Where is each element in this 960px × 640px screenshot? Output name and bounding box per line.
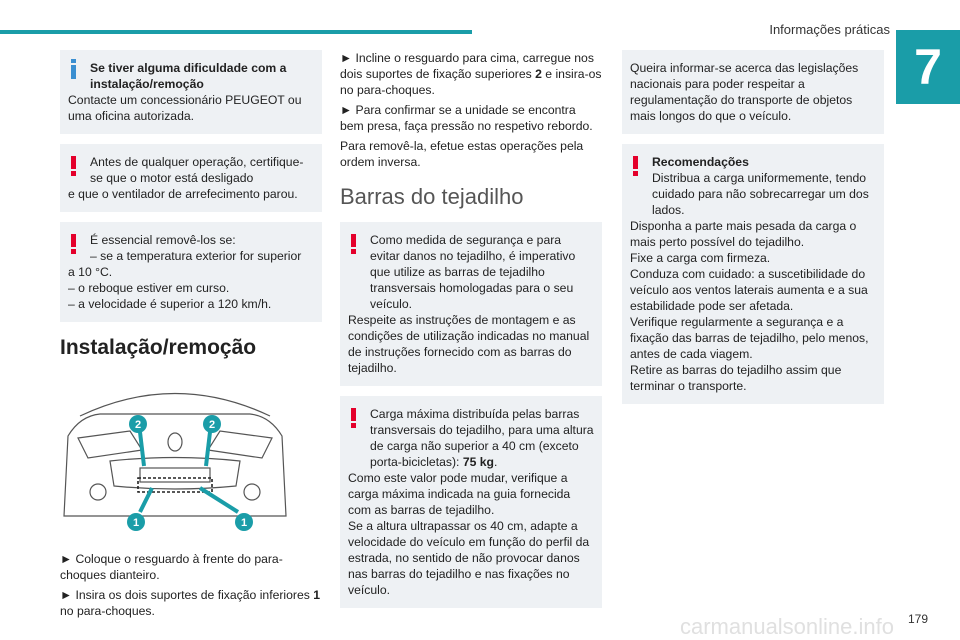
- max-load-value: 75 kg: [462, 455, 494, 469]
- max-load-text-2: Como este valor pode mudar, verifique a carga máxima indicada na guia fornecida com as barras de tejadilho.: [348, 471, 571, 517]
- column-3: [622, 50, 884, 414]
- step-2-text-end: no para-choques.: [60, 604, 155, 618]
- max-load-text-3: Se a altura ultrapassar os 40 cm, adapte a velocidade do veículo em função do perfil da estrada, no sentido de não provocar danos nas barras do tejadilho e nas fixações no veículo.: [348, 519, 590, 597]
- recommendation-line: Distribua a carga uniformemente, tendo cuidado para não sobrecarregar um dos lados.: [652, 171, 869, 217]
- warning-icon: [348, 408, 360, 428]
- warning-text-rest: e que o ventilador de arrefecimento parou.: [68, 187, 298, 201]
- warning-box-engine: [60, 144, 322, 212]
- info-icon: [68, 59, 80, 79]
- warning-line: É essencial removê-los se:: [90, 233, 236, 247]
- recommendation-line: Verifique regularmente a segurança e a fixação das barras de tejadilho, pelo menos, antes de cada viagem.: [630, 315, 869, 361]
- warning-box-max-load: [340, 396, 602, 608]
- column-2: [340, 50, 602, 618]
- car-front-illustration: [60, 376, 290, 536]
- step-2-number: 1: [313, 588, 321, 602]
- step-2: [60, 587, 322, 619]
- info-box-text: Contacte um concessionário PEUGEOT ou uma oficina autorizada.: [68, 93, 302, 123]
- header-accent-line: [0, 30, 472, 34]
- figure-label-2: 2: [208, 419, 216, 431]
- recommendation-line: Conduza com cuidado: a suscetibilidade do veículo aos ventos laterais aumenta e a sua estabilidade pode ser afetada.: [630, 267, 868, 313]
- step-5: Para removê-la, efetue estas operações pela ordem inversa.: [340, 139, 584, 169]
- chapter-badge: 7: [896, 30, 960, 104]
- watermark: carmanualsonline.info: [679, 614, 894, 639]
- recommendation-line: Fixe a carga com firmeza.: [630, 251, 771, 265]
- info-box-title: Se tiver alguma dificuldade com a instalação/remoção: [90, 61, 287, 91]
- step-3-text-end: e insira-os no para-choques.: [340, 67, 602, 97]
- warning-icon: [68, 156, 80, 176]
- warning-icon: [348, 234, 360, 254]
- plain-info-box: Queira informar-se acerca das legislações nacionais para poder respeitar a regulamentação do transporte de objetos mais longos do que o veículo.: [622, 50, 884, 134]
- warning-text: Como medida de segurança e para evitar danos no tejadilho, é imperativo que utilize as barras de tejadilho transversais homologadas para o seu veículo.: [370, 233, 576, 311]
- warning-text-first: Antes de qualquer operação, certifique-se que o motor está desligado: [90, 155, 304, 185]
- step-1: ► Coloque o resguardo à frente do para-choques dianteiro.: [60, 552, 283, 582]
- figure-label-1: 1: [132, 517, 140, 529]
- warning-box-recommendations: [622, 144, 884, 404]
- step-2-text: ► Insira os dois suportes de fixação inferiores: [60, 588, 310, 602]
- step-3-text: ► Incline o resguardo para cima, carregue nos dois suportes de fixação superiores: [340, 51, 594, 81]
- recommendations-title: Recomendações: [652, 155, 749, 169]
- max-load-period: .: [493, 455, 498, 469]
- warning-line: a 10 °C.: [68, 265, 113, 279]
- figure-label-1: 1: [240, 517, 248, 529]
- warning-icon: [630, 156, 642, 176]
- heading-installation: Instalação/remoção: [60, 336, 257, 359]
- step-3-number: 2: [535, 67, 542, 81]
- heading-roof-bars: Barras do tejadilho: [340, 184, 524, 209]
- recommendation-line: Retire as barras do tejadilho assim que terminar o transporte.: [630, 363, 842, 393]
- step-3: [340, 50, 602, 98]
- step-4: ► Para confirmar se a unidade se encontra bem presa, faça pressão no respetivo rebordo.: [340, 103, 593, 133]
- figure-label-2: 2: [134, 419, 142, 431]
- recommendation-line: Disponha a parte mais pesada da carga o mais perto possível do tejadilho.: [630, 219, 857, 249]
- max-load-text: [348, 406, 594, 470]
- max-load-intro: Carga máxima distribuída pelas barras transversais do tejadilho, para uma altura de carga não superior a 40 cm (exceto porta-bicicletas):: [370, 407, 594, 469]
- warning-box-removal: [60, 222, 322, 322]
- warning-line: – se a temperatura exterior for superior: [90, 249, 302, 263]
- warning-icon: [68, 234, 80, 254]
- warning-text-2: Respeite as instruções de montagem e as condições de utilização indicadas no manual de instruções fornecido com as barras do tejadilho.: [348, 313, 590, 375]
- warning-line: – o reboque estiver em curso.: [68, 281, 230, 295]
- section-title: Informações práticas: [769, 22, 890, 37]
- page-number: 179: [907, 612, 928, 626]
- info-box: [60, 50, 322, 134]
- warning-line: – a velocidade é superior a 120 km/h.: [68, 297, 272, 311]
- warning-box-roof-bars: [340, 222, 602, 386]
- column-1: [60, 50, 322, 623]
